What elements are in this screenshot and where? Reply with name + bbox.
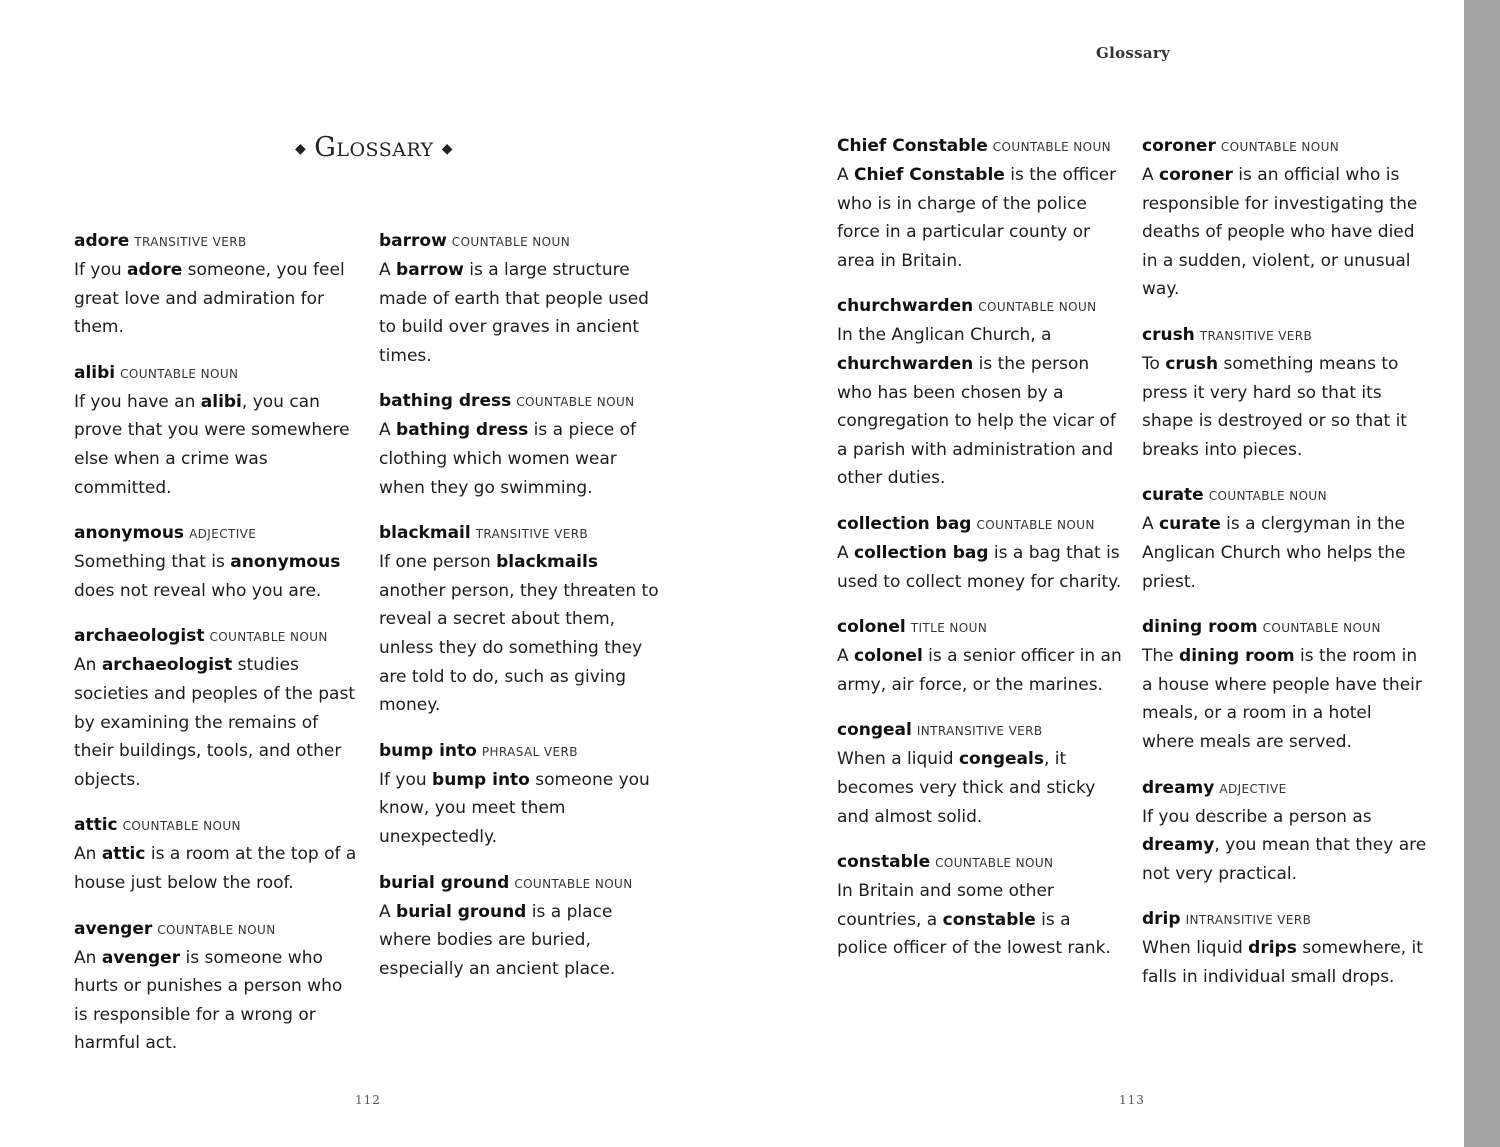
glossary-entry	[837, 613, 1122, 699]
part-of-speech: ADJECTIVE	[1219, 781, 1287, 796]
glossary-title	[287, 132, 461, 163]
entry-heading	[1142, 774, 1427, 803]
definition-text: If you have an	[74, 391, 201, 412]
definition-term: Chief Constable	[854, 165, 1005, 185]
definition	[74, 840, 359, 897]
part-of-speech: COUNTABLE NOUN	[1220, 140, 1340, 154]
part-of-speech: TRANSITIVE VERB	[475, 527, 589, 542]
part-of-speech: TITLE NOUN	[910, 621, 988, 636]
definition-term: anonymous	[230, 552, 341, 573]
headword: bathing dress	[379, 391, 512, 412]
definition-text: The	[1142, 646, 1180, 667]
definition-text: A	[1142, 165, 1160, 185]
definition	[1142, 934, 1427, 991]
headword: crush	[1142, 324, 1195, 345]
definition-text: A	[837, 165, 855, 185]
headword: burial ground	[379, 872, 510, 893]
definition-text: An	[74, 655, 102, 676]
definition-text: If you describe a person as	[1142, 806, 1372, 827]
entry-heading	[74, 519, 359, 548]
definition	[379, 256, 664, 370]
definition-term: colonel	[854, 646, 923, 667]
definition-text: A	[379, 901, 397, 922]
glossary-entry	[837, 132, 1122, 275]
part-of-speech: COUNTABLE NOUN	[451, 235, 571, 249]
glossary-entry	[74, 227, 359, 342]
definition-term: adore	[127, 260, 183, 280]
headword: alibi	[74, 362, 116, 383]
definition-text: is a clergyman in the Anglican Church who helps the priest.	[1142, 514, 1406, 592]
definition-term: drips	[1248, 938, 1297, 959]
definition-text: In Britain and some other countries, a	[837, 881, 1054, 930]
glossary-entry	[379, 227, 664, 370]
headword: colonel	[837, 617, 906, 638]
entry-heading	[837, 510, 1122, 539]
entry-heading	[74, 622, 359, 651]
definition	[1142, 803, 1427, 889]
definition	[837, 642, 1122, 699]
definition-text: is a place where bodies are buried, especially an ancient place.	[379, 901, 616, 979]
part-of-speech: INTRANSITIVE VERB	[916, 724, 1043, 739]
definition-text: is someone who hurts or punishes a person who is responsible for a wrong or harmful act.	[74, 947, 343, 1054]
glossary-entry	[1142, 774, 1427, 889]
definition-text: , you mean that they are not very practical.	[1142, 835, 1427, 884]
headword: bump into	[379, 740, 477, 761]
definition-text: When liquid	[1142, 938, 1249, 959]
page-number-left: 112	[355, 1093, 381, 1107]
part-of-speech: PHRASAL VERB	[481, 744, 578, 759]
glossary-entry	[379, 737, 664, 852]
definition-text: A	[1142, 514, 1160, 535]
definition-text: A	[379, 260, 397, 280]
glossary-entry	[837, 292, 1122, 493]
glossary-entry	[74, 915, 359, 1058]
entry-heading	[837, 132, 1122, 161]
definition-text: is an official who is responsible for investigating the deaths of people who have died in a sudden, violent, or unusual way.	[1142, 165, 1418, 300]
entry-heading	[837, 848, 1122, 877]
headword: constable	[837, 852, 931, 873]
definition-text: , it becomes very thick and sticky and almost solid.	[837, 749, 1096, 827]
page-edge	[1464, 0, 1500, 1147]
definition	[837, 877, 1122, 963]
definition-text: another person, they threaten to reveal a secret about them, unless they do something they are told to do, such as giving money.	[379, 580, 659, 716]
part-of-speech: TRANSITIVE VERB	[1199, 328, 1313, 343]
entry-heading	[379, 227, 664, 256]
definition-text: is the officer who is in charge of the police force in a particular county or area in Britain.	[837, 165, 1117, 271]
headword: avenger	[74, 918, 153, 939]
definition-term: constable	[942, 909, 1036, 930]
definition-term: dreamy	[1142, 835, 1215, 856]
definition	[379, 766, 664, 852]
page-number-right: 113	[1119, 1093, 1145, 1107]
definition	[74, 651, 359, 794]
entry-heading	[74, 359, 359, 388]
definition-term: burial ground	[396, 901, 527, 922]
definition-text: When a liquid	[837, 749, 959, 770]
part-of-speech: COUNTABLE NOUN	[978, 300, 1097, 315]
part-of-speech: COUNTABLE NOUN	[122, 819, 241, 834]
part-of-speech: COUNTABLE NOUN	[935, 856, 1054, 871]
definition-term: archaeologist	[101, 655, 233, 676]
definition-term: collection bag	[854, 542, 989, 563]
glossary-entry	[837, 510, 1122, 596]
headword: churchwarden	[837, 296, 974, 317]
part-of-speech: COUNTABLE NOUN	[120, 366, 239, 381]
glossary-entry	[379, 519, 664, 720]
definition	[837, 745, 1122, 831]
part-of-speech: COUNTABLE NOUN	[514, 876, 633, 891]
definition-text: somewhere, it falls in individual small drops.	[1142, 938, 1423, 987]
glossary-entry	[1142, 132, 1427, 304]
definition	[379, 416, 664, 502]
headword: dreamy	[1142, 777, 1215, 798]
headword: blackmail	[379, 523, 471, 544]
definition-text: is the person who has been chosen by a congregation to help the vicar of a parish with administration and other duties.	[837, 353, 1116, 489]
glossary-entry	[1142, 613, 1427, 756]
definition-term: avenger	[101, 947, 181, 968]
definition-term: congeals	[958, 749, 1044, 770]
entry-heading	[837, 613, 1122, 642]
diamond-ornament-icon: ◆	[295, 140, 307, 157]
definition-text: is a room at the top of a house just below the roof.	[74, 844, 357, 893]
headword: archaeologist	[74, 626, 205, 647]
glossary-entry	[74, 811, 359, 897]
entry-heading	[379, 519, 664, 548]
headword: Chief Constable	[837, 136, 988, 156]
headword: attic	[74, 815, 118, 836]
part-of-speech: ADJECTIVE	[189, 527, 257, 542]
entry-heading	[1142, 321, 1427, 350]
definition-text: someone, you feel great love and admiration for them.	[74, 260, 345, 338]
definition-text: An	[74, 947, 102, 968]
entry-heading	[379, 387, 664, 416]
definition-text: A	[379, 420, 397, 441]
definition-term: attic	[101, 844, 146, 865]
definition-text: someone you know, you meet them unexpectedly.	[379, 769, 650, 847]
definition-text: If you	[379, 769, 433, 790]
definition-term: bathing dress	[396, 420, 529, 441]
part-of-speech: COUNTABLE NOUN	[209, 630, 328, 645]
headword: dining room	[1142, 617, 1258, 638]
definition	[1142, 350, 1427, 464]
part-of-speech: COUNTABLE NOUN	[157, 922, 276, 937]
glossary-entry	[74, 519, 359, 605]
definition-term: curate	[1159, 514, 1221, 535]
definition-text: An	[74, 844, 102, 865]
definition-term: crush	[1165, 353, 1219, 374]
definition-term: coroner	[1159, 165, 1233, 185]
headword: collection bag	[837, 513, 972, 534]
definition	[74, 256, 359, 342]
diamond-ornament-icon: ◆	[441, 140, 454, 157]
headword: barrow	[379, 231, 447, 251]
definition-text: If one person	[379, 552, 497, 573]
headword: coroner	[1142, 136, 1216, 156]
definition-term: alibi	[200, 391, 242, 412]
definition-term: bump into	[432, 769, 530, 790]
definition-text: is a bag that is used to collect money for charity.	[837, 542, 1122, 592]
definition	[1142, 642, 1427, 756]
entry-heading	[379, 869, 664, 898]
definition-text: , you can prove that you were somewhere else when a crime was committed.	[74, 391, 350, 498]
entry-heading	[1142, 132, 1427, 161]
definition-text: is a police officer of the lowest rank.	[837, 909, 1111, 959]
entry-heading	[74, 915, 359, 944]
headword: anonymous	[74, 523, 185, 544]
headword: drip	[1142, 909, 1181, 930]
glossary-column-3	[837, 132, 1122, 980]
part-of-speech: COUNTABLE NOUN	[976, 517, 1095, 532]
definition	[379, 548, 664, 720]
definition-text: A	[837, 646, 855, 667]
glossary-column-1	[74, 227, 359, 1075]
running-head: Glossary	[1096, 44, 1171, 62]
entry-heading	[1142, 905, 1427, 934]
part-of-speech: COUNTABLE NOUN	[992, 140, 1112, 154]
definition	[837, 321, 1122, 493]
glossary-entry	[1142, 481, 1427, 596]
definition-text: does not reveal who you are.	[74, 580, 322, 601]
definition	[74, 944, 359, 1058]
glossary-entry	[379, 387, 664, 502]
part-of-speech: COUNTABLE NOUN	[1262, 621, 1381, 636]
definition-text: Something that is	[74, 552, 231, 573]
entry-heading	[379, 737, 664, 766]
definition	[379, 898, 664, 984]
glossary-column-2	[379, 227, 664, 1000]
headword: adore	[74, 231, 130, 251]
entry-heading	[74, 227, 359, 256]
definition	[837, 539, 1122, 596]
definition-text: A	[837, 542, 855, 563]
definition-text: In the Anglican Church, a	[837, 325, 1052, 346]
definition	[1142, 161, 1427, 304]
glossary-column-4	[1142, 132, 1427, 1008]
part-of-speech: COUNTABLE NOUN	[1208, 489, 1327, 504]
glossary-entry	[379, 869, 664, 984]
definition-text: is a senior officer in an army, air force, or the marines.	[837, 646, 1122, 695]
part-of-speech: TRANSITIVE VERB	[134, 235, 247, 249]
definition-text: studies societies and peoples of the past by examining the remains of their buildings, tools, and other objects.	[74, 655, 355, 790]
definition-text: To	[1142, 353, 1166, 374]
part-of-speech: INTRANSITIVE VERB	[1185, 913, 1312, 928]
definition-text: something means to press it very hard so that its shape is destroyed or so that it breaks into pieces.	[1142, 353, 1407, 460]
glossary-entry	[837, 716, 1122, 831]
entry-heading	[1142, 481, 1427, 510]
headword: curate	[1142, 485, 1204, 506]
definition-term: dining room	[1179, 646, 1295, 667]
definition-text: is the room in a house where people have their meals, or a room in a hotel where meals are served.	[1142, 646, 1422, 752]
definition-text: is a piece of clothing which women wear when they go swimming.	[379, 420, 637, 498]
entry-heading	[837, 716, 1122, 745]
definition	[74, 388, 359, 502]
title-text: Glossary	[314, 132, 434, 163]
glossary-entry	[1142, 321, 1427, 464]
definition-term: blackmails	[496, 552, 598, 573]
definition	[74, 548, 359, 605]
glossary-entry	[1142, 905, 1427, 991]
entry-heading	[74, 811, 359, 840]
entry-heading	[837, 292, 1122, 321]
entry-heading	[1142, 613, 1427, 642]
part-of-speech: COUNTABLE NOUN	[516, 395, 635, 410]
definition	[837, 161, 1122, 275]
definition-text: is a large structure made of earth that people used to build over graves in ancient times.	[379, 260, 649, 366]
definition-term: churchwarden	[837, 353, 974, 374]
glossary-entry	[74, 359, 359, 502]
headword: congeal	[837, 720, 912, 741]
definition-text: If you	[74, 260, 128, 280]
glossary-entry	[837, 848, 1122, 963]
definition-term: barrow	[396, 260, 464, 280]
definition	[1142, 510, 1427, 596]
glossary-entry	[74, 622, 359, 794]
